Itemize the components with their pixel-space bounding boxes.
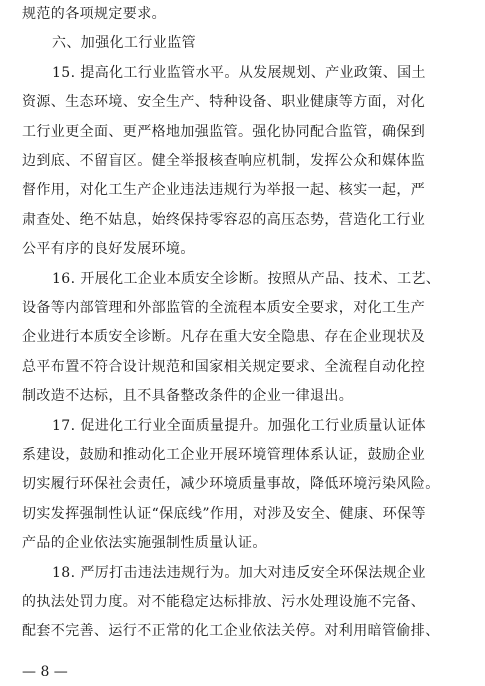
text-line: 16. 开展化工企业本质安全诊断。按照从产品、技术、工艺、 bbox=[52, 270, 441, 287]
text-line: 系建设，鼓励和推动化工企业开展环境管理体系认证，鼓励企业 bbox=[22, 447, 426, 463]
text-line: 肃查处、绝不姑息，始终保持零容忍的高压态势，营造化工行业 bbox=[22, 211, 426, 228]
text-line: 边到底、不留盲区。健全举报核查响应机制，发挥公众和媒体监 bbox=[22, 153, 426, 169]
text-line: 企业进行本质安全诊断。凡存在重大安全隐患、存在企业现状及 bbox=[22, 329, 426, 346]
page-number: — 8 — bbox=[22, 664, 68, 680]
section-heading: 六、加强化工行业监管 bbox=[52, 35, 196, 52]
text-line: 工行业更全面、更严格地加强监管。强化协同配合监管，确保到 bbox=[22, 123, 426, 140]
text-line: 督作用，对化工生产企业违法违规行为举报一起、核实一起，严 bbox=[22, 182, 426, 199]
text-line: 设备等内部管理和外部监管的全流程本质安全要求，对化工生产 bbox=[22, 300, 426, 316]
text-line: 公平有序的良好发展环境。 bbox=[22, 241, 195, 258]
text-line: 切实发挥强制性认证“保底线”作用，对涉及安全、健康、环保等 bbox=[22, 505, 426, 522]
text-line: 18. 严厉打击违法违规行为。加大对违反安全环保法规企业 bbox=[52, 564, 426, 581]
text-line: 资源、生态环境、安全生产、特种设备、职业健康等方面，对化 bbox=[22, 94, 426, 111]
text-line: 15. 提高化工行业监管水平。从发展规划、产业政策、国土 bbox=[52, 64, 426, 81]
text-line: 规范的各项规定要求。 bbox=[22, 6, 166, 22]
text-line: 产品的企业依法实施强制性质量认证。 bbox=[22, 535, 267, 552]
text-line-overflow: 配套不完善、运行不正常的化工企业依法关停。对利用暗管偷排、 bbox=[22, 623, 440, 640]
text-line: 制改造不达标，且不具备整改条件的企业一律退出。 bbox=[22, 388, 354, 405]
text-line: 17. 促进化工行业全面质量提升。加强化工行业质量认证体 bbox=[52, 417, 426, 434]
text-line: 切实履行环保社会责任，减少环境质量事故，降低环境污染风险。 bbox=[22, 476, 440, 493]
text-line: 的执法处罚力度。对不能稳定达标排放、污水处理设施不完备、 bbox=[22, 594, 426, 610]
text-line: 总平布置不符合设计规范和国家相关规定要求、全流程自动化控 bbox=[22, 358, 426, 375]
